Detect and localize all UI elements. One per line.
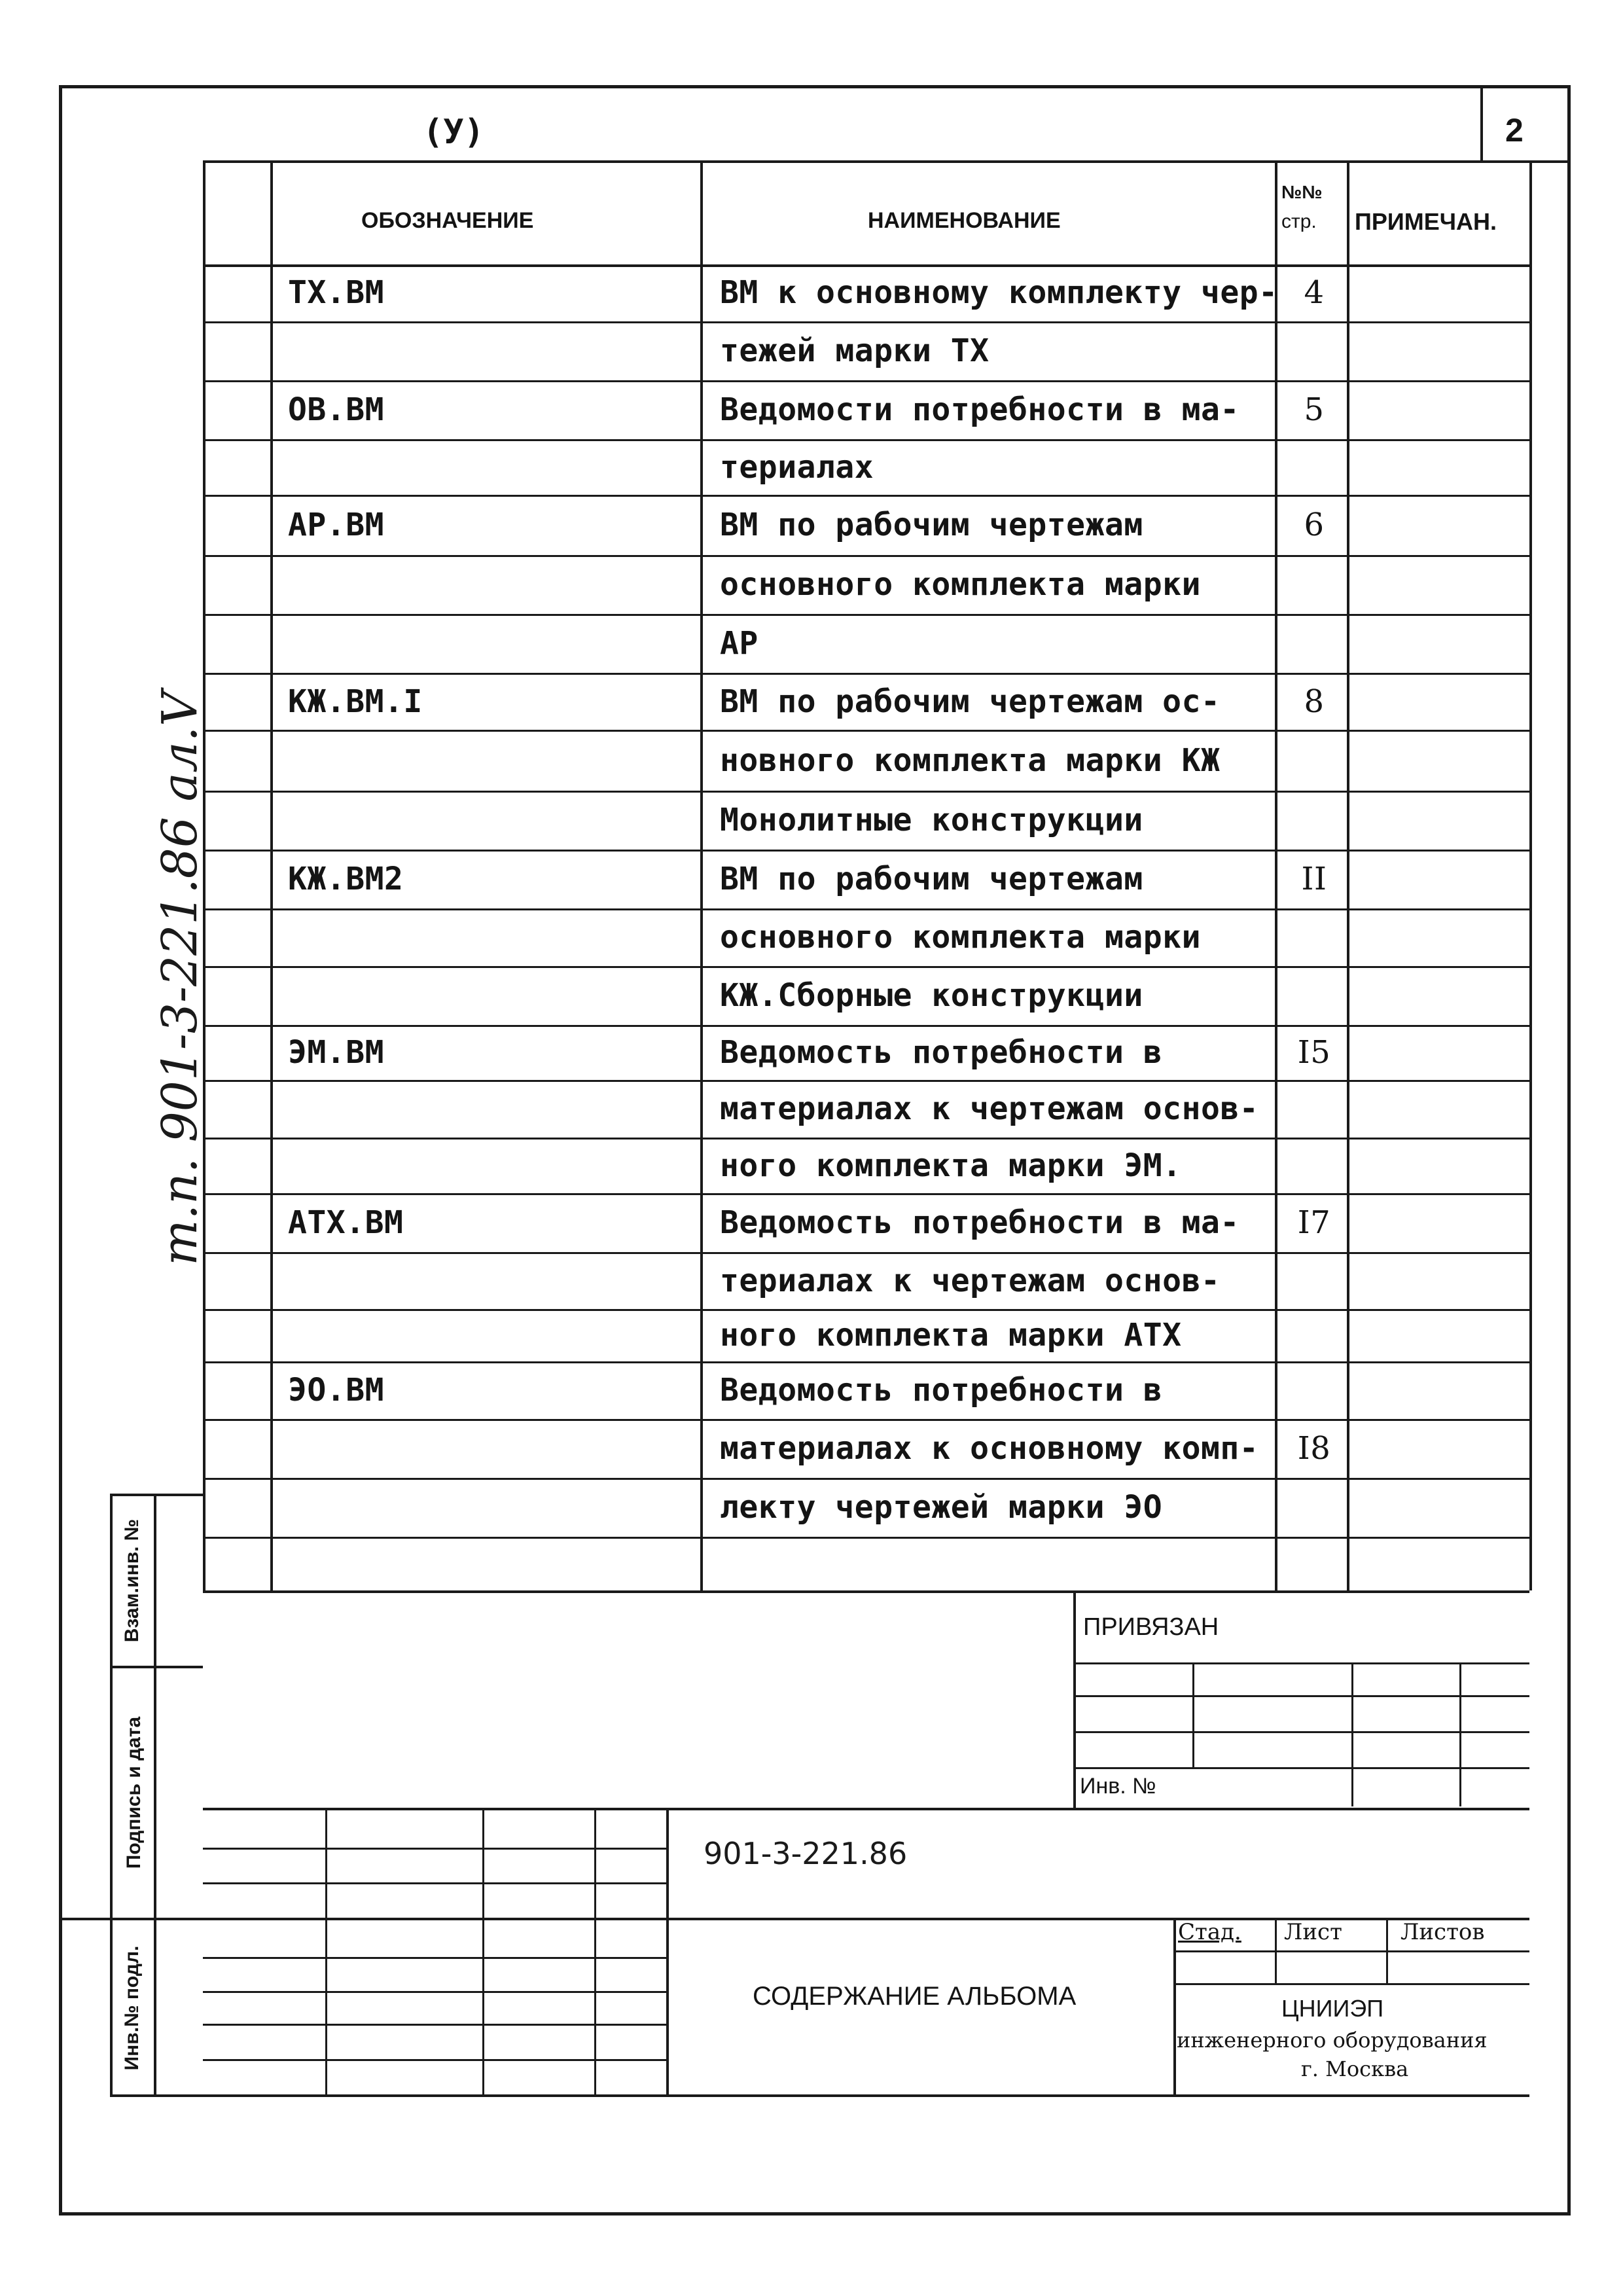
table-row (0, 556, 1623, 615)
row-page: I5 (1297, 1034, 1331, 1071)
binding-vdiv-3 (1459, 1662, 1461, 1806)
table-row (0, 967, 1623, 1026)
org-line-2: инженерного оборудования (1177, 2028, 1488, 2053)
change-row-3 (203, 1957, 666, 1959)
table-row (0, 1081, 1623, 1139)
stamp-original-inv: Инв.№ подл. (121, 1945, 143, 2071)
row-name: материалах к чертежам основ- (720, 1090, 1259, 1127)
row-name: лекту чертежей марки ЭО (720, 1489, 1163, 1526)
title-block-bottom (110, 2094, 1529, 2097)
row-name: КЖ.Сборные конструкции (720, 977, 1143, 1014)
stamp-col-left (110, 1494, 113, 2096)
row-name: АР (720, 625, 758, 662)
table-row (0, 731, 1623, 792)
title-block-top (203, 1808, 1529, 1810)
row-name: териалах к чертежам основ- (720, 1263, 1221, 1299)
header-page-no: №№ (1281, 182, 1323, 202)
table-row (0, 674, 1623, 731)
row-page: I7 (1297, 1204, 1331, 1241)
table-row (0, 496, 1623, 556)
row-page: II (1301, 861, 1327, 897)
row-name: Ведомости потребности в ма- (720, 391, 1240, 428)
table-row (0, 851, 1623, 910)
stage-vdiv-1 (1275, 1918, 1277, 1983)
stamp-div-1 (110, 1666, 203, 1668)
binding-vdiv-2 (1351, 1662, 1353, 1806)
row-name: ного комплекта марки АТХ (720, 1317, 1182, 1354)
row-designation: АР.ВМ (288, 507, 384, 543)
row-name: ного комплекта марки ЭМ. (720, 1147, 1182, 1184)
margin-note: т.п. 901-3-221.86 ал.V (152, 691, 208, 1266)
row-name: основного комплекта марки (720, 919, 1201, 956)
stamp-col-right (154, 1494, 156, 2096)
change-row-1 (203, 1848, 666, 1850)
table-row (0, 323, 1623, 382)
binding-title: ПРИВЯЗАН (1083, 1613, 1219, 1641)
row-name: териалах (720, 449, 874, 486)
table-row (0, 382, 1623, 440)
row-page: 8 (1304, 683, 1325, 720)
table-row (0, 1139, 1623, 1194)
row-name: ВМ по рабочим чертежам (720, 861, 1143, 897)
stage-block-line (1173, 1950, 1529, 1952)
row-page: 6 (1304, 507, 1325, 543)
sheets-label: Листов (1400, 1919, 1485, 1945)
row-designation: КЖ.ВМ.I (288, 683, 423, 720)
change-col-3 (594, 1808, 596, 2094)
table-row (0, 1420, 1623, 1479)
row-name: ВМ по рабочим чертежам (720, 507, 1143, 543)
table-row (0, 264, 1623, 323)
change-row-4 (203, 1991, 666, 1993)
row-page: 5 (1304, 391, 1325, 428)
stage-block-left (1173, 1918, 1176, 2094)
sheet-label: Лист (1284, 1919, 1342, 1945)
sheet-number: 2 (1505, 112, 1524, 149)
table-row (0, 1253, 1623, 1310)
change-col-1 (325, 1808, 327, 2094)
row-designation: ТХ.ВМ (288, 274, 384, 311)
stamp-signature-date: Подпись и дата (123, 1716, 145, 1869)
document-title: СОДЕРЖАНИЕ АЛЬБОМА (753, 1982, 1077, 2011)
table-row (0, 910, 1623, 967)
table-row (0, 615, 1623, 674)
table-row (0, 1363, 1623, 1420)
header-designation: ОБОЗНАЧЕНИЕ (361, 208, 534, 233)
stage-label: Стад. (1178, 1919, 1241, 1945)
row-name: ВМ по рабочим чертежам ос- (720, 683, 1221, 720)
row-name: Ведомость потребности в ма- (720, 1204, 1240, 1241)
row-designation: АТХ.ВМ (288, 1204, 404, 1241)
stage-block-line-2 (1173, 1983, 1529, 1985)
stamp-replacement-inv: Взам.инв. № (121, 1518, 143, 1643)
row-designation: ЭО.ВМ (288, 1372, 384, 1408)
table-row (0, 1479, 1623, 1538)
change-col-2 (482, 1808, 484, 2094)
binding-vdiv-1 (1192, 1662, 1194, 1767)
table-bottom-border (203, 1590, 1529, 1593)
table-row (0, 1026, 1623, 1081)
title-block-name-divider (666, 1808, 669, 2094)
sheet-number-divider (1480, 85, 1483, 160)
row-name: основного комплекта марки (720, 566, 1201, 603)
org-line-3: г. Москва (1301, 2056, 1409, 2081)
table-row (0, 440, 1623, 496)
table-row (0, 1194, 1623, 1253)
sheet-top-label: (У) (423, 113, 484, 152)
stage-vdiv-2 (1386, 1918, 1388, 1983)
binding-left (1073, 1590, 1076, 1808)
table-row (0, 1538, 1623, 1590)
row-name: Монолитные конструкции (720, 802, 1143, 838)
row-designation: ОВ.ВМ (288, 391, 384, 428)
table-row (0, 1310, 1623, 1363)
row-name: материалах к основному комп- (720, 1430, 1259, 1467)
row-name: Ведомость потребности в (720, 1034, 1163, 1071)
org-line-1: ЦНИИЭП (1281, 1995, 1384, 2022)
change-row-6 (203, 2059, 666, 2061)
row-page: 4 (1304, 274, 1325, 311)
row-name: Ведомость потребности в (720, 1372, 1163, 1408)
table-row (0, 792, 1623, 851)
change-row-5 (203, 2024, 666, 2026)
row-name: новного комплекта марки КЖ (720, 742, 1221, 779)
row-name: тежей марки ТХ (720, 332, 990, 369)
row-designation: КЖ.ВМ2 (288, 861, 404, 897)
header-page-label: стр. (1281, 211, 1317, 232)
header-note: ПРИМЕЧАН. (1355, 208, 1497, 235)
row-designation: ЭМ.ВМ (288, 1034, 384, 1071)
change-row-2 (203, 1882, 666, 1884)
table-top-border (203, 160, 1571, 163)
row-page: I8 (1297, 1430, 1331, 1467)
header-name: НАИМЕНОВАНИЕ (868, 208, 1061, 233)
binding-inv-label: Инв. № (1080, 1774, 1156, 1799)
document-code: 901-3-221.86 (704, 1836, 908, 1871)
row-name: ВМ к основному комплекту чер- (720, 274, 1278, 311)
